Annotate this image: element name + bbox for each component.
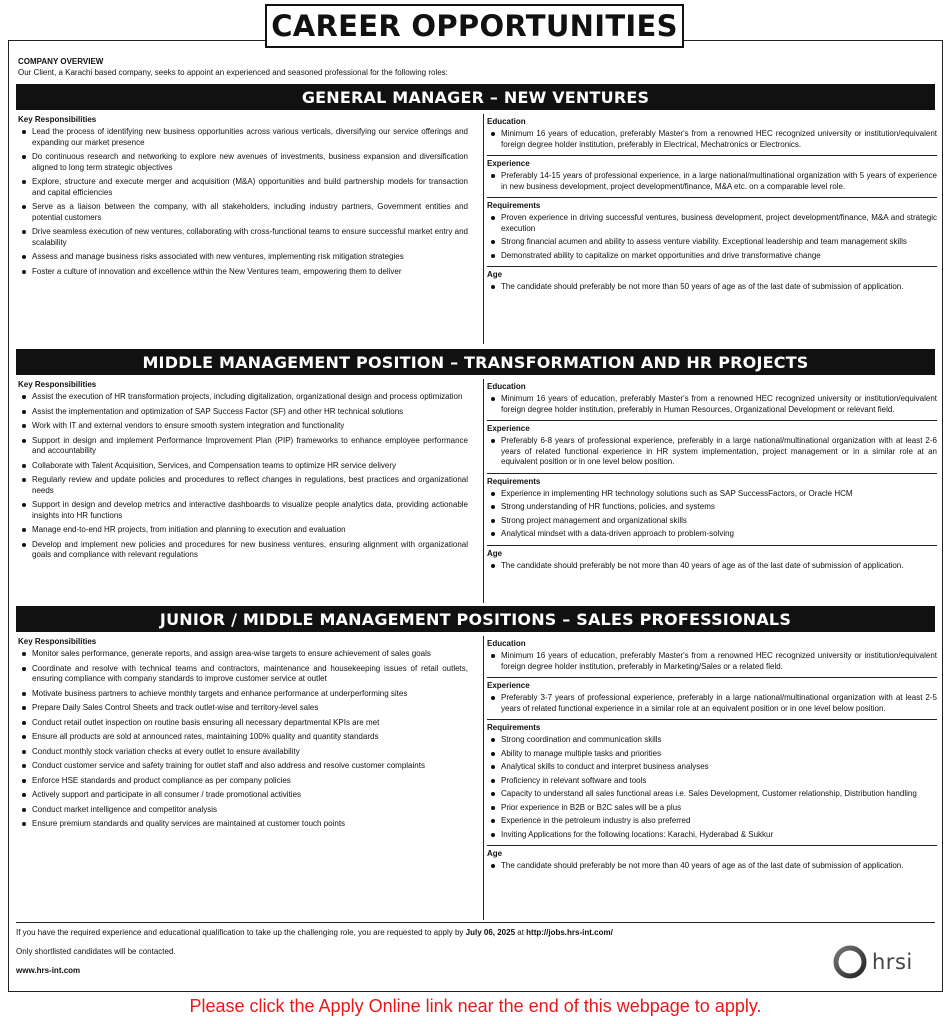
section-bar-middle-management-hr — [16, 349, 935, 375]
responsibility-item: Motivate business partners to achieve monthly targets and enhance performance at underperforming sites — [18, 689, 468, 700]
requirement-block-requirements — [487, 198, 937, 267]
responsibility-item: Coordinate and resolve with technical teams and contractors, maintenance and housekeeping issues of retail outlets, ensuring compliance with company standards to improve customer service at outlet — [18, 664, 468, 685]
block-list — [487, 394, 937, 415]
block-list — [487, 282, 937, 293]
key-responsibilities-heading: Key Responsibilities — [18, 637, 97, 646]
block-heading: Requirements — [487, 723, 541, 732]
responsibility-item: Ensure premium standards and quality services are maintained at customer touch points — [18, 819, 468, 830]
block-list — [487, 561, 937, 572]
block-item: Minimum 16 years of education, preferably Master's from a renowned HEC recognized university or institution/equivalent foreign degree holder institution, preferably in Electrical, Mechatronics or Electronics. — [487, 129, 937, 150]
hrsi-ring-logo-icon — [832, 944, 868, 980]
responsibility-item: Develop and implement new policies and procedures for new business ventures, ensuring alignment with organizational goals and compliance with relevant regulations — [18, 540, 468, 561]
block-list — [487, 213, 937, 261]
section-middle-management-hr — [16, 379, 935, 603]
requirements-column — [487, 379, 937, 576]
block-list — [487, 171, 937, 192]
key-responsibilities-heading: Key Responsibilities — [18, 115, 97, 124]
apply-url-link[interactable]: http://jobs.hrs-int.com/ — [526, 928, 613, 937]
section-general-manager — [16, 114, 935, 344]
responsibilities-list — [18, 392, 468, 561]
responsibility-item: Manage end-to-end HR projects, from initiation and planning to execution and evaluation — [18, 525, 468, 536]
apply-instructions — [16, 927, 935, 938]
block-item: The candidate should preferably be not more than 40 years of age as of the last date of submission of application. — [487, 561, 937, 572]
responsibility-item: Collaborate with Talent Acquisition, Services, and Compensation teams to optimize HR service delivery — [18, 461, 468, 472]
responsibilities-column — [16, 636, 468, 834]
responsibility-item: Assist the execution of HR transformation projects, including digitalization, organizational design and process optimization — [18, 392, 468, 403]
block-heading: Age — [487, 270, 503, 279]
key-responsibilities-heading: Key Responsibilities — [18, 380, 97, 389]
block-item: Minimum 16 years of education, preferably Master's from a renowned HEC recognized university or institution/equivalent foreign degree holder institution, preferably in Human Resources, Organizational Development or relevant field. — [487, 394, 937, 415]
requirement-block-education — [487, 114, 937, 156]
responsibility-item: Actively support and participate in all consumer / trade promotional activities — [18, 790, 468, 801]
overview-text: Our Client, a Karachi based company, seeks to appoint an experienced and seasoned professional for the following roles: — [18, 68, 448, 77]
responsibility-item: Conduct market intelligence and competitor analysis — [18, 805, 468, 816]
responsibility-item: Conduct retail outlet inspection on routine basis ensuring all necessary departmental KPIs are met — [18, 718, 468, 729]
responsibility-item: Explore, structure and execute merger and acquisition (M&A) opportunities and build partnership models for transaction and capital efficiencies — [18, 177, 468, 198]
block-list — [487, 735, 937, 840]
responsibility-item: Lead the process of identifying new business opportunities across various verticals, diversifying our service offerings and expanding our market presence — [18, 127, 468, 148]
column-divider — [483, 114, 484, 344]
block-list — [487, 129, 937, 150]
block-item: Strong project management and organizational skills — [487, 516, 937, 527]
responsibility-item: Support in design and implement Performance Improvement Plan (PIP) frameworks to enhance employee performance and accountability — [18, 436, 468, 457]
requirement-block-age — [487, 846, 937, 877]
block-item: Strong coordination and communication skills — [487, 735, 937, 746]
footer — [16, 927, 935, 976]
requirements-column — [487, 114, 937, 298]
requirement-block-experience — [487, 678, 937, 720]
apply-text: If you have the required experience and educational qualification to take up the challenging role, you are requested to apply by — [16, 928, 466, 937]
requirement-block-education — [487, 636, 937, 678]
block-item: Strong understanding of HR functions, policies, and systems — [487, 502, 937, 513]
block-heading: Age — [487, 849, 503, 858]
responsibility-item: Support in design and develop metrics and interactive dashboards to visualize people analytics data, providing actionable insights into HR functions — [18, 500, 468, 521]
block-item: Ability to manage multiple tasks and priorities — [487, 749, 937, 760]
apply-online-notice: Please click the Apply Online link near the end of this webpage to apply. — [189, 996, 762, 1016]
overview-heading: COMPANY OVERVIEW — [18, 57, 104, 66]
block-heading: Education — [487, 382, 526, 391]
responsibility-item: Work with IT and external vendors to ensure smooth system integration and functionality — [18, 421, 468, 432]
block-list — [487, 489, 937, 540]
page-title: CAREER OPPORTUNITIES — [271, 9, 678, 43]
section-bar-sales-professionals — [16, 606, 935, 632]
column-divider — [483, 379, 484, 603]
requirement-block-requirements — [487, 474, 937, 546]
responsibility-item: Regularly review and update policies and procedures to reflect changes in regulations, best practices and organizational needs — [18, 475, 468, 496]
block-item: Experience in implementing HR technology solutions such as SAP SuccessFactors, or Oracle HCM — [487, 489, 937, 500]
hrsi-logo — [832, 944, 913, 980]
block-item: Inviting Applications for the following locations: Karachi, Hyderabad & Sukkur — [487, 830, 937, 841]
block-item: Preferably 3-7 years of professional experience, preferably in a large national/multinational organization with at least 2-5 years of related functional experience in a similar role at an equivalent position or in one level below position. — [487, 693, 937, 714]
footer-divider — [16, 922, 935, 923]
block-item: Proven experience in driving successful ventures, business development, project development/finance, M&A and strategic execution — [487, 213, 937, 234]
column-divider — [483, 636, 484, 920]
block-heading: Experience — [487, 424, 530, 433]
block-list — [487, 436, 937, 468]
requirement-block-education — [487, 379, 937, 421]
website-link[interactable]: www.hrs-int.com — [16, 966, 81, 975]
block-item: The candidate should preferably be not more than 50 years of age as of the last date of submission of application. — [487, 282, 937, 293]
responsibility-item: Conduct customer service and safety training for outlet staff and also address and resolve customer complaints — [18, 761, 468, 772]
block-heading: Experience — [487, 159, 530, 168]
block-item: Minimum 16 years of education, preferably Master's from a renowned HEC recognized university or institution/equivalent foreign degree holder institution, preferably in Marketing/Sales or a related field. — [487, 651, 937, 672]
responsibility-item: Conduct monthly stock variation checks at every outlet to ensure availability — [18, 747, 468, 758]
requirement-block-experience — [487, 156, 937, 198]
section-sales-professionals — [16, 636, 935, 920]
apply-date: July 06, 2025 — [465, 928, 516, 937]
responsibility-item: Do continuous research and networking to explore new avenues of investments, business expansion and diversification aligned to long term strategic objectives — [18, 152, 468, 173]
block-item: Analytical mindset with a data-driven approach to problem-solving — [487, 529, 937, 540]
block-heading: Education — [487, 117, 526, 126]
block-item: Proficiency in relevant software and tools — [487, 776, 937, 787]
block-heading: Requirements — [487, 201, 541, 210]
block-heading: Education — [487, 639, 526, 648]
section-title: JUNIOR / MIDDLE MANAGEMENT POSITIONS – SALES PROFESSIONALS — [159, 609, 792, 629]
block-item: Capacity to understand all sales functional areas i.e. Sales Development, Customer relationship, Distribution handling — [487, 789, 937, 800]
responsibilities-column — [16, 379, 468, 565]
block-heading: Requirements — [487, 476, 541, 486]
company-overview — [18, 56, 933, 78]
block-list — [487, 651, 937, 672]
responsibility-item: Enforce HSE standards and product compliance as per company policies — [18, 776, 468, 787]
responsibility-item: Assess and manage business risks associated with new ventures, implementing risk mitigation strategies — [18, 252, 468, 263]
block-item: Prior experience in B2B or B2C sales will be a plus — [487, 803, 937, 814]
responsibility-item: Monitor sales performance, generate reports, and assign area-wise targets to ensure achievement of sales goals — [18, 649, 468, 660]
block-heading: Experience — [487, 681, 530, 690]
section-title: MIDDLE MANAGEMENT POSITION – TRANSFORMATION AND HR PROJECTS — [142, 352, 809, 372]
block-item: The candidate should preferably be not more than 40 years of age as of the last date of submission of application. — [487, 861, 937, 872]
block-item: Preferably 14-15 years of professional experience, in a large national/multinational organization with 5 years of experience in new business development, project development/finance, M&A etc. on a comparable level role. — [487, 171, 937, 192]
section-bar-general-manager — [16, 84, 935, 110]
responsibility-item: Foster a culture of innovation and excellence within the New Ventures team, empowering them to deliver — [18, 267, 468, 278]
requirement-block-requirements — [487, 720, 937, 846]
block-item: Demonstrated ability to capitalize on market opportunities and drive transformative change — [487, 251, 937, 262]
section-title: GENERAL MANAGER – NEW VENTURES — [301, 87, 650, 107]
block-list — [487, 861, 937, 872]
block-item: Experience in the petroleum industry is also preferred — [487, 816, 937, 827]
block-item: Analytical skills to conduct and interpret business analyses — [487, 762, 937, 773]
requirement-block-age — [487, 546, 937, 577]
block-item: Strong financial acumen and ability to assess venture viability. Exceptional leadership and team management skills — [487, 237, 937, 248]
shortlist-note: Only shortlisted candidates will be contacted. — [16, 947, 176, 956]
responsibility-item: Serve as a liaison between the company, with all stakeholders, including industry partners, Government entities and potential customers — [18, 202, 468, 223]
responsibilities-list — [18, 127, 468, 277]
requirements-column — [487, 636, 937, 877]
responsibilities-list — [18, 649, 468, 830]
block-heading: Age — [487, 548, 503, 558]
apply-text-2: at — [515, 928, 527, 937]
page-title-box — [265, 4, 684, 48]
responsibilities-column — [16, 114, 468, 281]
block-list — [487, 693, 937, 714]
requirement-block-experience — [487, 421, 937, 474]
responsibility-item: Ensure all products are sold at announced rates, maintaining 100% quality and quantity standards — [18, 732, 468, 743]
responsibility-item: Assist the implementation and optimization of SAP Success Factor (SF) and other HR technical solutions — [18, 407, 468, 418]
block-item: Preferably 6-8 years of professional experience, preferably in a large national/multinational organization with at least 2-6 years of related functional experience in HR system implementation, project management or in a similar role at an equivalent position or in one level below position. — [487, 436, 937, 468]
requirement-block-age — [487, 267, 937, 298]
responsibility-item: Drive seamless execution of new ventures, collaborating with cross-functional teams to ensure successful market entry and scalability — [18, 227, 468, 248]
logo-text: hrsi — [872, 950, 913, 974]
responsibility-item: Prepare Daily Sales Control Sheets and track outlet-wise and territory-level sales — [18, 703, 468, 714]
